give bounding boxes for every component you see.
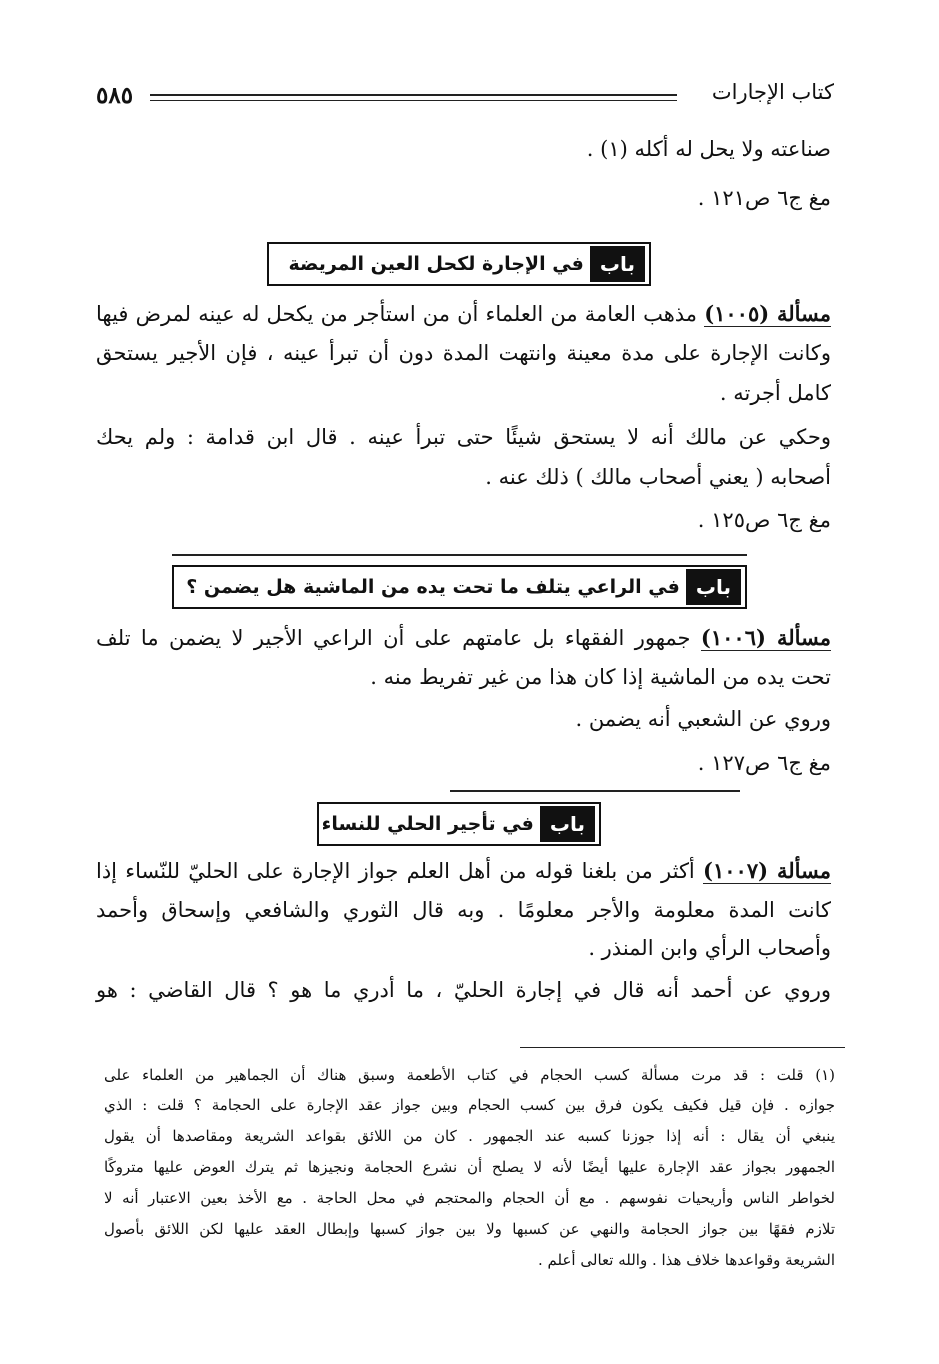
section-heading-box	[317, 802, 601, 846]
paragraph-line: تحت يده من الماشية إذا كان هذا من غير تفريط منه .	[370, 665, 831, 689]
section-title: في تأجير الحلي للنساء	[321, 813, 534, 835]
issue-number: مسألة (١٠٠٧)	[703, 858, 831, 883]
footnote-line: جوازه . فإن قيل فكيف يكون فرق بين كسب الحجام وبين جواز عقد الإجارة على الحجامة ؟ قلت : الذي	[104, 1096, 835, 1114]
paragraph-line: أصحابه ( يعني أصحاب مالك ) ذلك عنه .	[485, 465, 831, 489]
footnote-line: الشريعة وقواعدها خلاف هذا . والله تعالى أعلم .	[538, 1251, 835, 1269]
paragraph-line: وأصحاب الرأي وابن المنذر .	[588, 936, 831, 960]
footnote-line: الجمهور بجواز عقد الإجارة عليها أيضًا لأنه لا يصلح أن نشرع الحجامة ونجيزها ثم يترك العوض عليها متروكًا	[104, 1158, 835, 1176]
running-header-title: كتاب الإجارات	[711, 80, 834, 104]
footnote-line: لخواطر الناس وأريحيات نفوسهم . مع أن الحجام والمحتجم في محل الحاجة . مع الأخذ بعين الاعتبار أنه لا	[104, 1189, 835, 1207]
bab-label: باب	[686, 569, 741, 605]
paragraph-line: كامل أجرته .	[719, 381, 831, 405]
intro-reference: مغ ج٦ ص١٢١ .	[697, 186, 831, 210]
section-heading-box	[267, 242, 651, 286]
paragraph-line: وروي عن الشعبي أنه يضمن .	[575, 707, 831, 731]
footnote-line: ينبغي أن يقال : أنه إذا جوزنا كسبه عند الجمهور . كان من اللائق بقواعد الشريعة ومقاصدها أن يقول	[104, 1127, 835, 1145]
reference-line: مغ ج٦ ص١٢٥ .	[697, 508, 831, 532]
bab-label: باب	[590, 246, 645, 282]
footnote-rule	[520, 1047, 845, 1048]
section-title: في الإجارة لكحل العين المريضة	[288, 253, 584, 275]
reference-line: مغ ج٦ ص١٢٧ .	[697, 751, 831, 775]
section-divider	[450, 790, 740, 792]
header-rule-thin	[150, 100, 677, 101]
issue-number: مسألة (١٠٠٥)	[704, 301, 831, 326]
section-title: في الراعي يتلف ما تحت يده من الماشية هل يضمن ؟	[186, 576, 680, 598]
paragraph-line: مسألة (١٠٠٦) جمهور الفقهاء بل عامتهم على أن الراعي الأجير لا يضمن ما تلف	[96, 625, 831, 650]
bab-label: باب	[540, 806, 595, 842]
footnote-line: (١) قلت : قد مرت مسألة كسب الحجام في كتاب الأطعمة وسبق هناك أن الجماهير من العلماء على	[104, 1066, 835, 1084]
page-number: ٥٨٥	[96, 82, 134, 109]
header-rule	[150, 94, 677, 96]
paragraph-line: وكانت الإجارة على مدة معينة وانتهت المدة دون أن تبرأ عينه ، فإن الأجير يستحق	[96, 341, 831, 365]
intro-line: صناعته ولا يحل له أكله (١) .	[586, 137, 831, 161]
paragraph-line: وحكي عن مالك أنه لا يستحق شيئًا حتى تبرأ عينه . قال ابن قدامة : ولم يحك	[96, 425, 831, 449]
paragraph-line: وروي عن أحمد أنه قال في إجارة الحليّ ، ما أدري ما هو ؟ قال القاضي : هو	[96, 978, 831, 1002]
section-heading-box	[172, 565, 747, 609]
issue-number: مسألة (١٠٠٦)	[700, 625, 831, 650]
paragraph-line: مسألة (١٠٠٥) مذهب العامة من العلماء أن من استأجر من يكحل له عينه لمرض فيها	[96, 301, 831, 326]
section-divider	[172, 554, 747, 556]
footnote-line: تلازم فقهًا بين جواز الحجامة والنهي عن كسبها ولا بين جواز كسبها وإبطال العقد عليها لكن اللائق بأصول	[104, 1220, 835, 1238]
paragraph-line: مسألة (١٠٠٧) أكثر من بلغنا قوله من أهل العلم جواز الإجارة على الحليّ للنّساء إذا	[96, 858, 831, 883]
paragraph-line: كانت المدة معلومة والأجر معلومًا . وبه قال الثوري والشافعي وإسحاق وأحمد	[96, 898, 831, 922]
